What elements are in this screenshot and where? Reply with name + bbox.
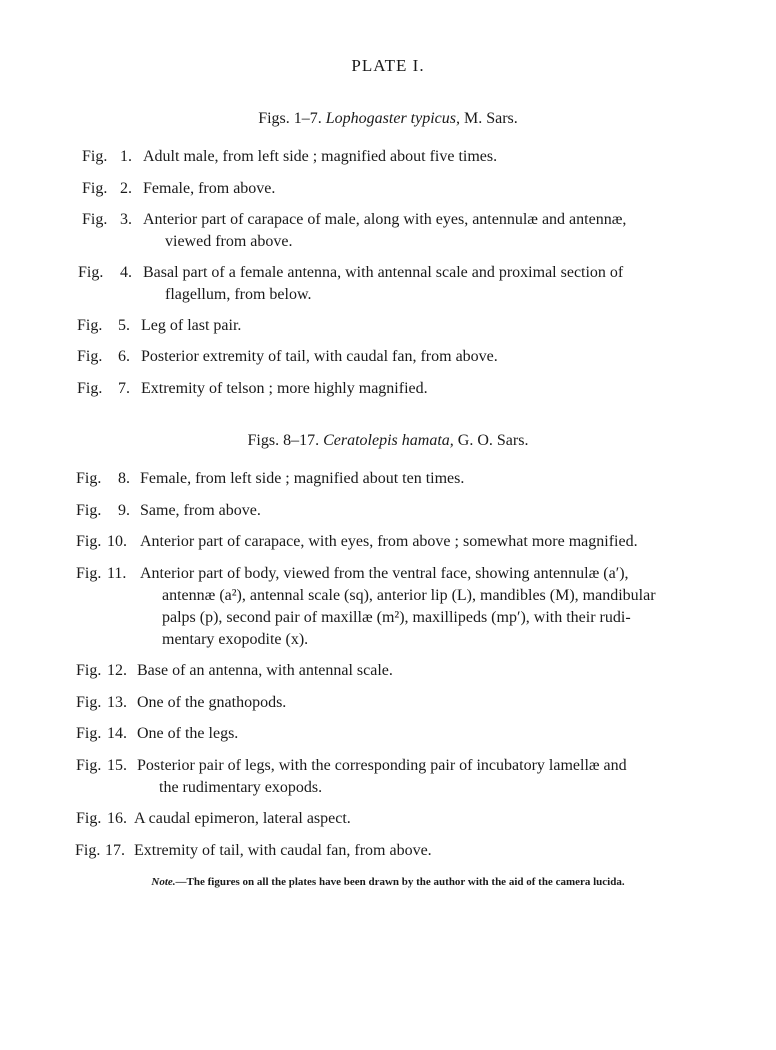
caption-line: Base of an antenna, with antennal scale. [137, 662, 393, 679]
caption-line: the rudimentary exopods. [159, 779, 323, 796]
fig-number: 5. [118, 317, 130, 334]
fig-label: Fig. [76, 757, 102, 774]
fig-label: Fig. [78, 264, 104, 281]
fig-caption [134, 808, 724, 830]
caption-line: Anterior part of body, viewed from the ventral face, showing antennulæ (a′), [140, 565, 629, 582]
fig-caption [143, 146, 728, 168]
fig-number: 13. [107, 694, 127, 711]
fig-caption [137, 692, 727, 714]
caption-line: Leg of last pair. [141, 317, 242, 334]
fig-caption [140, 531, 730, 553]
fig-label: Fig. [76, 810, 102, 827]
fig-caption [137, 723, 727, 745]
caption-line: Adult male, from left side ; magnified about five times. [143, 148, 498, 165]
fig-caption [137, 755, 727, 799]
fig-label: Fig. [76, 725, 102, 742]
caption-line: palps (p), second pair of maxillæ (m²), maxillipeds (mp′), with their rudi- [162, 609, 631, 626]
caption-line: mentary exopodite (x). [162, 631, 309, 648]
fig-caption [134, 840, 724, 862]
fig-number: 10. [107, 533, 127, 550]
fig-label: Fig. [76, 694, 102, 711]
caption-line: One of the gnathopods. [137, 694, 287, 711]
footnote-text: —The figures on all the plates have been drawn by the author with the aid of the camera lucida. [175, 876, 625, 888]
fig-number: 7. [118, 380, 130, 397]
fig-caption [137, 660, 727, 682]
caption-line: Anterior part of carapace of male, along with eyes, antennulæ and antennæ, [143, 211, 627, 228]
fig-number: 15. [107, 757, 127, 774]
caption-line: viewed from above. [165, 233, 293, 250]
caption-line: flagellum, from below. [165, 286, 312, 303]
figs-range: Figs. 8–17. [247, 432, 320, 449]
fig-number: 16. [107, 810, 127, 827]
fig-caption [143, 262, 728, 306]
caption-line: Posterior extremity of tail, with caudal fan, from above. [141, 348, 498, 365]
caption-line: Anterior part of carapace, with eyes, from above ; somewhat more magnified. [140, 533, 638, 550]
footnote-label: Note. [151, 876, 176, 888]
fig-label: Fig. [76, 565, 102, 582]
species-name: Ceratolepis hamata, [323, 432, 454, 449]
fig-number: 9. [118, 502, 130, 519]
caption-line: Posterior pair of legs, with the corresponding pair of incubatory lamellæ and [137, 757, 627, 774]
figs-range: Figs. 1–7. [258, 110, 322, 127]
fig-number: 6. [118, 348, 130, 365]
fig-number: 8. [118, 470, 130, 487]
species-author: M. Sars. [464, 110, 518, 127]
fig-label: Fig. [76, 533, 102, 550]
fig-caption [143, 178, 728, 200]
fig-label: Fig. [76, 470, 102, 487]
caption-line: antennæ (a²), antennal scale (sq), anterior lip (L), mandibles (M), mandibular [162, 587, 656, 604]
fig-caption [141, 378, 726, 400]
footnote [0, 876, 776, 888]
fig-label: Fig. [82, 148, 108, 165]
fig-number: 3. [120, 211, 132, 228]
fig-caption [140, 563, 730, 651]
fig-number: 14. [107, 725, 127, 742]
fig-caption [140, 500, 730, 522]
species-name: Lophogaster typicus, [325, 110, 460, 127]
fig-label: Fig. [77, 380, 103, 397]
plate-title: PLATE I. [351, 56, 425, 75]
section-heading-lophogaster [0, 110, 776, 128]
fig-caption [143, 209, 728, 253]
caption-line: One of the legs. [137, 725, 239, 742]
caption-line: Female, from above. [143, 180, 276, 197]
fig-caption [141, 346, 726, 368]
fig-caption [140, 468, 730, 490]
caption-line: Female, from left side ; magnified about ten times. [140, 470, 465, 487]
fig-label: Fig. [76, 502, 102, 519]
fig-label: Fig. [76, 662, 102, 679]
fig-number: 1. [120, 148, 132, 165]
caption-line: Basal part of a female antenna, with antennal scale and proximal section of [143, 264, 624, 281]
fig-caption [141, 315, 726, 337]
fig-number: 17. [105, 842, 125, 859]
species-author: G. O. Sars. [457, 432, 529, 449]
caption-line: Extremity of telson ; more highly magnified. [141, 380, 428, 397]
caption-line: A caudal epimeron, lateral aspect. [134, 810, 351, 827]
fig-label: Fig. [82, 180, 108, 197]
fig-label: Fig. [82, 211, 108, 228]
fig-label: Fig. [77, 348, 103, 365]
fig-number: 4. [120, 264, 132, 281]
section-heading-ceratolepis [0, 432, 776, 450]
caption-line: Extremity of tail, with caudal fan, from above. [134, 842, 432, 859]
caption-line: Same, from above. [140, 502, 261, 519]
fig-number: 11. [107, 565, 127, 582]
fig-number: 2. [120, 180, 132, 197]
fig-number: 12. [107, 662, 127, 679]
fig-label: Fig. [75, 842, 101, 859]
fig-label: Fig. [77, 317, 103, 334]
